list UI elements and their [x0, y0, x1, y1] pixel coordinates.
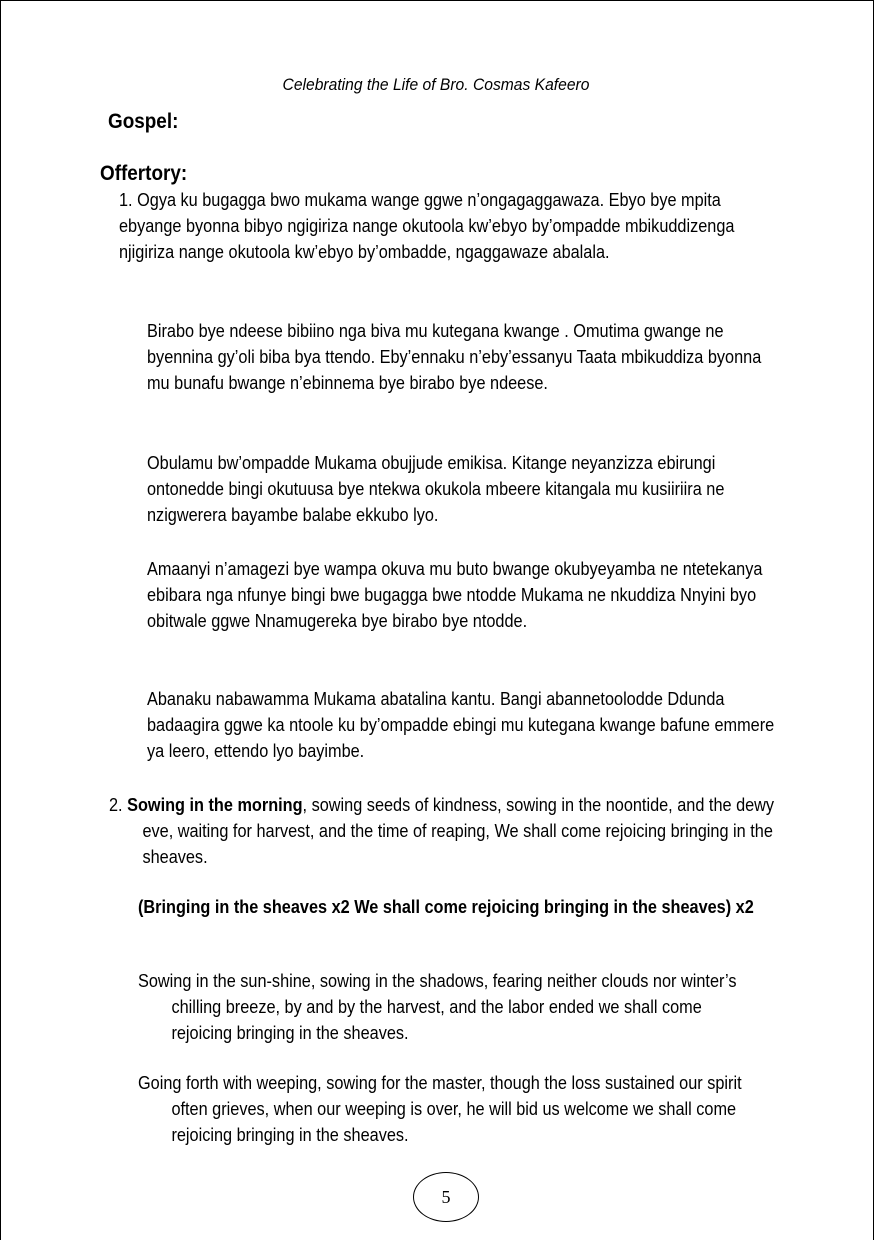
page-header: Celebrating the Life of Bro. Cosmas Kafeero	[282, 75, 590, 94]
offertory-verse-5: Abanaku nabawamma Mukama abatalina kantu. Bangi abannetoolodde Ddunda badaagira ggwe ka ntoole ku by’ompadde ebingi mu kutegana kwange bafune emmere ya leero, ettendo lyo bayimbe.	[147, 688, 775, 761]
sowing-verse-3: Going forth with weeping, sowing for the master, though the loss sustained our spirit often grieves, when our weeping is over, he will bid us welcome we shall come rejoicing bringing in the sheaves.	[138, 1072, 742, 1145]
sowing-verse-1-rest: , sowing seeds of kindness, sowing in the noontide, and the dewy eve, waiting for harvest, and the time of reaping, We shall come rejoicing bringing in the sheaves.	[142, 794, 775, 867]
sowing-verse-2: Sowing in the sun-shine, sowing in the shadows, fearing neither clouds nor winter’s chilling breeze, by and by the harvest, and the labor ended we shall come rejoicing bringing in the sheaves.	[138, 970, 737, 1043]
gospel-heading: Gospel:	[108, 110, 179, 133]
page-number: 5	[413, 1172, 479, 1222]
offertory-verse-1: 1. Ogya ku bugagga bwo mukama wange ggwe n’ongagaggawaza. Ebyo bye mpita ebyange byonna bibyo ngigiriza nange okutoola kw’ebyo by’ompadde mbikuddizenga njigiriza nange okutoola kw’ebyo by’ombadde, ngaggawaze abalala.	[119, 189, 735, 262]
hymn-number: 2.	[109, 794, 128, 815]
offertory-heading: Offertory:	[100, 162, 188, 185]
sowing-chorus: (Bringing in the sheaves x2 We shall come rejoicing bringing in the sheaves) x2	[138, 896, 754, 917]
sowing-bold-start: Sowing in the morning	[127, 794, 303, 815]
sowing-verse-1	[109, 792, 778, 870]
offertory-verse-4: Amaanyi n’amagezi bye wampa okuva mu buto bwange okubyeyamba ne ntetekanya ebibara nga nfunye bingi bwe bugagga bwe ntodde Mukama ne nkuddiza Nnyini byo obitwale ggwe Nnamugereka bye birabo bye ntodde.	[147, 558, 763, 631]
offertory-verse-2: Birabo bye ndeese bibiino nga biva mu kutegana kwange . Omutima gwange ne byennina gy’oli biba bya ttendo. Eby’ennaku n’eby’essanyu Taata mbikuddiza byonna mu bunafu bwange n’ebinnema bye birabo bye ndeese.	[147, 320, 762, 393]
offertory-verse-3: Obulamu bw’ompadde Mukama obujjude emikisa. Kitange neyanzizza ebirungi ontonedde bingi okutuusa bye ntekwa okukola mbeere kitangala mu kusiiriira ne nzigwerera bayambe balabe ekkubo lyo.	[147, 452, 725, 525]
